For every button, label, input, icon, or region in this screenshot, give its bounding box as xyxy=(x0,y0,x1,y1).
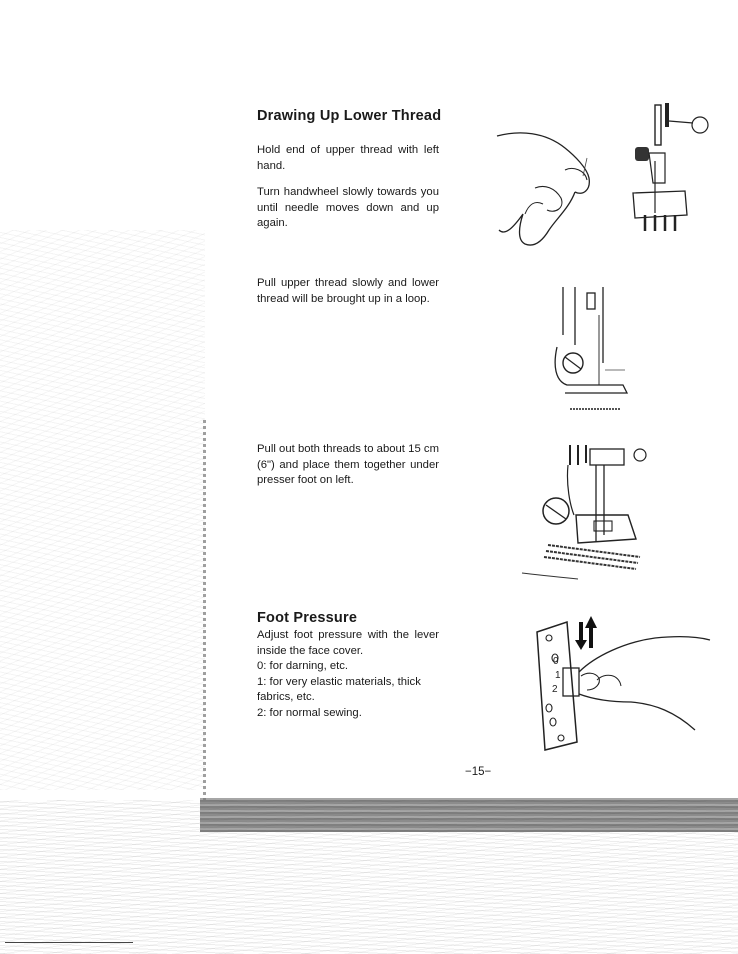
list-item: 2: for normal sewing. xyxy=(257,706,362,719)
list-item xyxy=(257,675,442,706)
scan-noise-left xyxy=(0,230,205,790)
threads-under-presser-foot-illustration xyxy=(518,445,658,593)
page-edge xyxy=(203,420,206,800)
paragraph-turn-handwheel: Turn handwheel slowly towards you until needle moves down and up again. xyxy=(257,186,439,229)
paragraph-pull-out-threads: Pull out both threads to about 15 cm (6") and place them together under presser foot on left. xyxy=(257,443,439,486)
paragraph-adjust-foot-pressure: Adjust foot pressure with the lever inside the face cover. xyxy=(257,629,439,657)
thread-loop-illustration xyxy=(545,285,635,415)
dial-mark: 1 xyxy=(555,670,561,681)
foot-pressure-list xyxy=(257,659,442,721)
list-item-text: 1: for very elastic materials, thick fabrics, etc. xyxy=(257,675,421,703)
section-title-drawing-up-lower-thread: Drawing Up Lower Thread xyxy=(257,108,442,124)
section-title-foot-pressure: Foot Pressure xyxy=(257,610,358,626)
list-item: 0: for darning, etc. xyxy=(257,660,349,672)
bottom-rule xyxy=(5,942,133,943)
paragraph-hold-thread: Hold end of upper thread with left hand. xyxy=(257,144,439,172)
dial-mark: 2 xyxy=(552,684,558,695)
paragraph-pull-upper-thread: Pull upper thread slowly and lower thread will be brought up in a loop. xyxy=(257,277,439,305)
scan-dark-band xyxy=(200,798,738,832)
needle-presser-foot-illustration xyxy=(625,103,715,233)
foot-pressure-lever-illustration xyxy=(525,612,715,757)
hand-holding-thread-illustration xyxy=(495,118,605,258)
page-number: −15− xyxy=(465,766,492,778)
dial-mark: 0 xyxy=(553,656,559,667)
